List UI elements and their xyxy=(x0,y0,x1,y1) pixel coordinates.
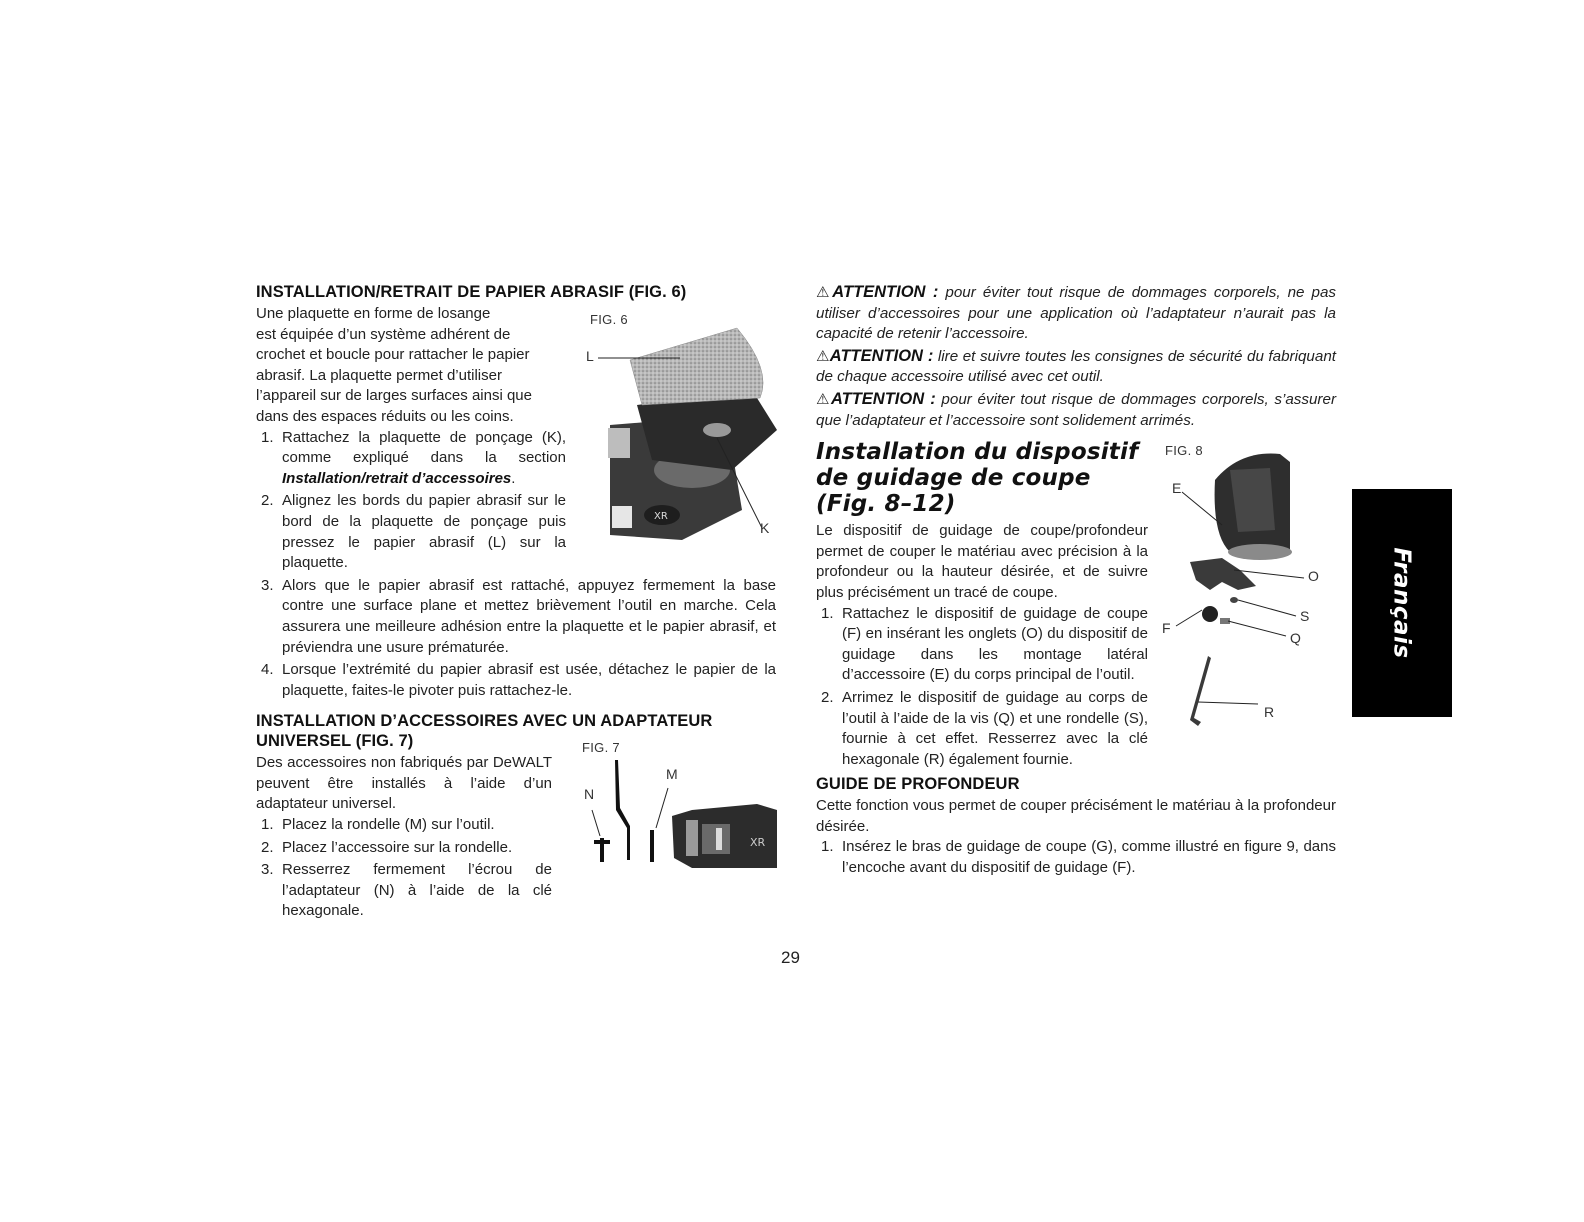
intro-line: Une plaquette en forme de losange xyxy=(256,305,491,322)
figure-label: FIG. 8 xyxy=(1165,443,1203,458)
callout-r: R xyxy=(1264,704,1275,720)
figure-label: FIG. 6 xyxy=(590,312,628,327)
list-item xyxy=(256,815,552,836)
step-text: Rattachez la plaquette de ponçage (K), comme expliqué dans la section xyxy=(282,428,566,467)
language-tab-label: Français xyxy=(1389,547,1415,659)
title-line: de guidage de coupe xyxy=(816,465,1091,492)
step-number: 1. xyxy=(821,604,834,622)
step-text: Placez la rondelle (M) sur l’outil. xyxy=(282,816,495,834)
list-item xyxy=(256,838,552,859)
intro-line: dans des espaces réduits ou les coins. xyxy=(256,407,514,425)
warning-1 xyxy=(816,282,1336,345)
warning-icon: ⚠ xyxy=(816,284,833,301)
warning-3 xyxy=(816,389,1336,431)
list-item xyxy=(816,837,1336,878)
callout-s: S xyxy=(1300,608,1310,624)
sandpaper-intro xyxy=(256,304,568,428)
intro-line: abrasif. La plaquette permet d’utiliser xyxy=(256,366,502,384)
intro-line: est équipée d’un système adhérent de xyxy=(256,325,511,343)
step-text: Rattachez le dispositif de guidage de coupe (F) en insérant les onglets (O) du dispositif de guidage dans les montage latéral d’accessoire (E) du corps principal de l’outil. xyxy=(842,604,1148,684)
step-number: 3. xyxy=(261,576,274,594)
warning-keyword: ATTENTION : xyxy=(830,389,936,408)
figure-8 xyxy=(1160,440,1340,770)
warning-keyword: ATTENTION : xyxy=(832,283,939,301)
step-number: 4. xyxy=(261,661,274,679)
adapter-steps xyxy=(256,815,552,922)
list-item xyxy=(816,688,1148,770)
warning-2 xyxy=(816,346,1336,388)
step-text: Arrimez le dispositif de guidage au corps de l’outil à l’aide de la vis (Q) et une rondelle (S), fournie à cet effet. Resserrez avec la clé hexagonale (R) également fournie. xyxy=(842,688,1148,768)
callout-n: N xyxy=(584,786,595,802)
adapter-illustration xyxy=(582,738,782,878)
list-item xyxy=(816,604,1148,686)
figure-label: FIG. 7 xyxy=(582,740,620,755)
sanding-pad-illustration xyxy=(582,310,782,550)
step-number: 2. xyxy=(261,492,274,510)
language-tab xyxy=(1352,489,1452,717)
warning-text: lire et suivre toutes les consignes de sécurité du fabriquant de chaque accessoire utilisé avec cet outil. xyxy=(816,347,1336,386)
list-item xyxy=(256,428,566,490)
warning-icon: ⚠ xyxy=(816,347,830,365)
title-line: (Fig. 8–12) xyxy=(816,491,956,518)
depth-intro: Cette fonction vous permet de couper précisément le matériau à la profondeur désirée. xyxy=(816,797,1336,835)
warning-icon: ⚠ xyxy=(816,390,831,408)
warning-text: pour éviter tout risque de dommages corporels, ne pas utiliser d’accessoires pour une application où l’adaptateur n’aurait pas la capacité de retenir l’accessoire. xyxy=(816,284,1337,343)
list-item xyxy=(256,660,776,701)
depth-steps xyxy=(816,837,1336,878)
list-item xyxy=(256,860,552,922)
list-item xyxy=(256,576,776,658)
guide-steps xyxy=(816,604,1148,771)
step-text: Placez l’accessoire sur la rondelle. xyxy=(282,838,513,856)
heading-line: UNIVERSEL (FIG. 7) xyxy=(256,732,414,751)
guide-body xyxy=(816,521,1148,770)
heading-line: INSTALLATION D’ACCESSOIRES AVEC UN ADAPTATEUR xyxy=(256,712,713,731)
svg-text:XR: XR xyxy=(654,511,668,522)
section-heading-depth: GUIDE DE PROFONDEUR xyxy=(816,775,1020,794)
step-number: 3. xyxy=(261,861,274,879)
section-reference: Installation/retrait d’accessoires xyxy=(282,469,512,487)
adapter-intro: Des accessoires non fabriqués par DeWALT peuvent être installés à l’aide d’un adaptateur universel. xyxy=(256,754,552,813)
intro-line: crochet et boucle pour rattacher le papier xyxy=(256,346,530,364)
step-number: 1. xyxy=(821,838,834,856)
step-number: 1. xyxy=(261,816,274,834)
section-heading-sandpaper: INSTALLATION/RETRAIT DE PAPIER ABRASIF (FIG. 6) xyxy=(256,283,687,301)
cutting-guide-illustration xyxy=(1160,440,1340,770)
callout-o: O xyxy=(1308,568,1319,584)
svg-text:XR: XR xyxy=(750,836,766,849)
warning-text: pour éviter tout risque de dommages corporels, s’assurer que l’adaptateur et l’accessoire sont solidement arrimés. xyxy=(816,390,1336,429)
step-text: Resserrez fermement l’écrou de l’adaptateur (N) à l’aide de la clé hexagonale. xyxy=(282,861,552,920)
callout-q: Q xyxy=(1290,630,1301,646)
guide-intro: Le dispositif de guidage de coupe/profondeur permet de couper le matériau avec précision à la profondeur ou la hauteur désirée, et de suivre plus précisément un tracé de coupe. xyxy=(816,522,1148,601)
callout-m: M xyxy=(666,766,678,782)
title-line: Installation du dispositif xyxy=(816,439,1139,466)
figure-7 xyxy=(582,738,782,878)
step-text: Insérez le bras de guidage de coupe (G), comme illustré en figure 9, dans l’encoche avant du dispositif de guidage (F). xyxy=(842,838,1336,877)
step-number: 2. xyxy=(261,838,274,856)
callout-k: K xyxy=(760,520,770,536)
list-item xyxy=(256,491,566,573)
intro-line: l’appareil sur de larges surfaces ainsi que xyxy=(256,387,532,405)
step-text: Alignez les bords du papier abrasif sur le bord de la plaquette de ponçage puis pressez le papier abrasif (L) sur la plaquette. xyxy=(282,492,566,572)
step-text: Alors que le papier abrasif est rattaché, appuyez fermement la base contre une surface plane et mettez brièvement l’outil en marche. Cela assurera une meilleure adhésion entre la plaquette et le papier abrasif, et préviendra une usure prématurée. xyxy=(282,576,776,656)
callout-f: F xyxy=(1162,620,1171,636)
warning-keyword: ATTENTION : xyxy=(829,346,934,365)
figure-6 xyxy=(582,310,782,550)
callout-e: E xyxy=(1172,480,1182,496)
step-punct: . xyxy=(511,469,516,487)
step-text: Lorsque l’extrémité du papier abrasif est usée, détachez le papier de la plaquette, faites-le pivoter puis rattachez-le. xyxy=(282,661,776,699)
step-number: 2. xyxy=(821,688,834,706)
callout-l: L xyxy=(586,348,594,364)
step-number: 1. xyxy=(261,428,274,446)
page-number: 29 xyxy=(781,948,800,967)
